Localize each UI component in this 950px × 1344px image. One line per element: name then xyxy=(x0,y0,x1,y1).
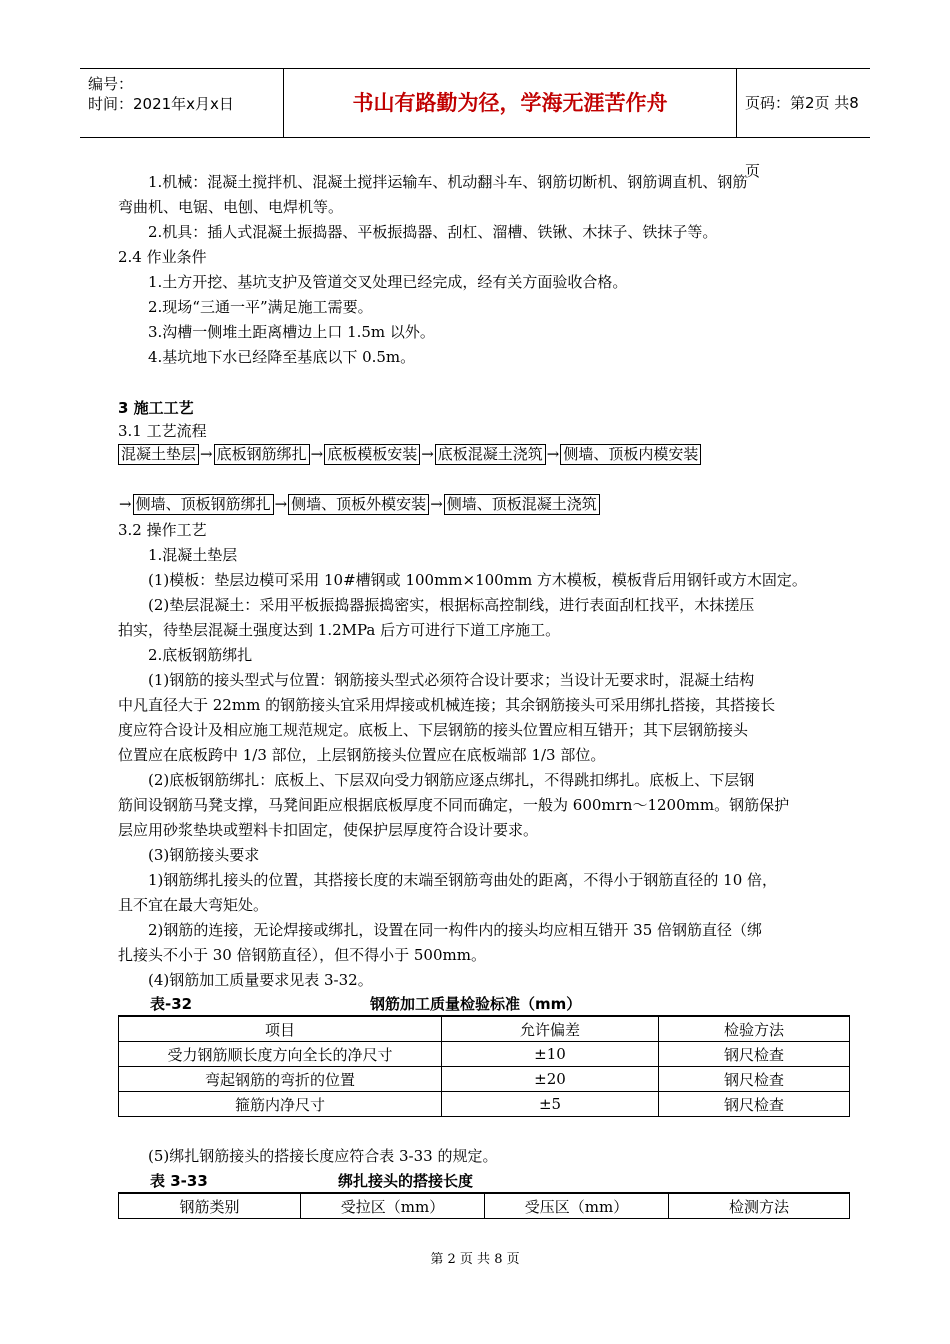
table-cell: 受力钢筋顺长度方向全长的净尺寸 xyxy=(119,1042,442,1067)
chapter-heading: 3 施工工艺 xyxy=(118,399,194,417)
arrow-icon: → xyxy=(546,445,560,463)
paragraph: 且不宜在最大弯矩处。 xyxy=(118,896,269,914)
table-header-row xyxy=(119,1016,850,1042)
flow-step: 混凝土垫层 xyxy=(118,444,199,465)
table-number: 表 3-33 xyxy=(150,1172,208,1190)
number-label: 编号： xyxy=(88,75,134,93)
paragraph: 位置应在底板跨中 1/3 部位，上层钢筋接头位置应在底板端部 1/3 部位。 xyxy=(118,746,606,764)
table-header-cell: 检验方法 xyxy=(659,1016,850,1042)
header-page-label: 页码：第2页 共8页 xyxy=(745,94,859,180)
table-cell: ±20 xyxy=(442,1067,659,1092)
paragraph: 1.混凝土垫层 xyxy=(148,546,238,564)
process-flow-row-2 xyxy=(118,494,600,515)
flow-step: 侧墙、顶板内模安装 xyxy=(560,444,701,465)
table-header-cell: 受拉区（mm） xyxy=(301,1193,485,1219)
arrow-icon: → xyxy=(200,445,213,463)
table-title: 绑扎接头的搭接长度 xyxy=(338,1172,474,1190)
paragraph: 度应符合设计及相应施工规范规定。底板上、下层钢筋的接头位置应相互错开；其下层钢筋接头 xyxy=(118,721,749,739)
paragraph: 筋间设钢筋马凳支撑，马凳间距应根据底板厚度不同而确定，一般为 600mrn～1200mm。钢筋保护 xyxy=(118,796,790,814)
table-lap-length xyxy=(118,1192,850,1219)
table-cell: 钢尺检查 xyxy=(659,1042,850,1067)
table-cell: ±5 xyxy=(442,1092,659,1117)
paragraph: (2)垫层混凝土：采用平板振捣器振捣密实，根据标高控制线，进行表面刮杠找平，木抹搓压 xyxy=(148,596,755,614)
section-heading: 3.1 工艺流程 xyxy=(118,422,207,440)
paragraph: 4.基坑地下水已经降至基底以下 0.5m。 xyxy=(148,348,416,366)
page-header xyxy=(80,68,870,180)
table-cell: 钢尺检查 xyxy=(659,1092,850,1117)
table-cell: 钢尺检查 xyxy=(659,1067,850,1092)
table-header-cell: 受压区（mm） xyxy=(485,1193,669,1219)
table-header-cell: 项目 xyxy=(119,1016,442,1042)
process-flow-row-1 xyxy=(118,444,701,465)
page-footer: 第 2 页 共 8 页 xyxy=(430,1252,520,1267)
paragraph: 2.底板钢筋绑扎 xyxy=(148,646,253,664)
table-header-cell: 允许偏差 xyxy=(442,1016,659,1042)
flow-step: 侧墙、顶板混凝土浇筑 xyxy=(444,494,600,515)
flow-step: 底板钢筋绑扎 xyxy=(214,444,310,465)
table-row xyxy=(119,1067,850,1092)
paragraph: 弯曲机、电锯、电刨、电焊机等。 xyxy=(118,198,344,216)
time-label: 时间：2021年x月x日 xyxy=(88,95,234,113)
paragraph: 2.现场“三通一平”满足施工需要。 xyxy=(148,298,373,316)
paragraph: 1.土方开挖、基坑支护及管道交叉处理已经完成，经有关方面验收合格。 xyxy=(148,273,628,291)
paragraph: (5)绑扎钢筋接头的搭接长度应符合表 3-33 的规定。 xyxy=(148,1147,498,1165)
header-meta xyxy=(80,69,283,137)
paragraph: (4)钢筋加工质量要求见表 3-32。 xyxy=(148,971,373,989)
table-header-cell: 检测方法 xyxy=(669,1193,850,1219)
paragraph: 中凡直径大于 22mm 的钢筋接头宜采用焊接或机械连接；其余钢筋接头可采用绑扎搭接，其搭接长 xyxy=(118,696,776,714)
arrow-icon: → xyxy=(274,495,288,513)
table-row xyxy=(119,1042,850,1067)
table-header-row xyxy=(119,1193,850,1219)
paragraph: 扎接头不小于 30 倍钢筋直径），但不得小于 500mm。 xyxy=(118,946,486,964)
table-header-cell: 钢筋类别 xyxy=(119,1193,301,1219)
table-title: 钢筋加工质量检验标准（mm） xyxy=(370,995,582,1013)
table-number: 表-32 xyxy=(150,995,193,1013)
table-rebar-quality xyxy=(118,1015,850,1117)
paragraph: (2)底板钢筋绑扎：底板上、下层双向受力钢筋应逐点绑扎，不得跳扣绑扎。底板上、下层钢 xyxy=(148,771,755,789)
paragraph: 层应用砂浆垫块或塑料卡扣固定，使保护层厚度符合设计要求。 xyxy=(118,821,539,839)
table-row xyxy=(119,1092,850,1117)
paragraph: (1)模板：垫层边模可采用 10#槽钢或 100mm×100mm 方木模板，模板背后用钢钎或方木固定。 xyxy=(148,571,807,589)
flow-step: 侧墙、顶板钢筋绑扎 xyxy=(133,494,274,515)
flow-step: 底板模板安装 xyxy=(324,444,420,465)
table-cell: ±10 xyxy=(442,1042,659,1067)
paragraph: (1)钢筋的接头型式与位置：钢筋接头型式必须符合设计要求；当设计无要求时，混凝土结构 xyxy=(148,671,755,689)
paragraph: 3.沟槽一侧堆土距离槽边上口 1.5m 以外。 xyxy=(148,323,435,341)
flow-step: 底板混凝土浇筑 xyxy=(435,444,546,465)
paragraph: 拍实，待垫层混凝土强度达到 1.2MPa 后方可进行下道工序施工。 xyxy=(118,621,561,639)
flow-step: 侧墙、顶板外模安装 xyxy=(288,494,429,515)
header-motto: 书山有路勤为径，学海无涯苦作舟 xyxy=(283,69,737,137)
paragraph: 1)钢筋绑扎接头的位置，其搭接长度的末端至钢筋弯曲处的距离，不得小于钢筋直径的 10 倍， xyxy=(148,871,778,889)
arrow-icon: → xyxy=(310,445,324,463)
section-heading: 2.4 作业条件 xyxy=(118,248,207,266)
paragraph: 2.机具：插人式混凝土振捣器、平板振捣器、刮杠、溜槽、铁锹、木抹子、铁抹子等。 xyxy=(148,223,718,241)
paragraph: 2)钢筋的连接，无论焊接或绑扎，设置在同一构件内的接头均应相互错开 35 倍钢筋直径（绑 xyxy=(148,921,763,939)
table-cell: 弯起钢筋的弯折的位置 xyxy=(119,1067,442,1092)
table-cell: 箍筋内净尺寸 xyxy=(119,1092,442,1117)
arrow-icon: → xyxy=(421,445,434,463)
section-heading: 3.2 操作工艺 xyxy=(118,521,207,539)
arrow-icon: → xyxy=(119,495,132,513)
paragraph: (3)钢筋接头要求 xyxy=(148,846,260,864)
arrow-icon: → xyxy=(430,495,443,513)
paragraph: 1.机械：混凝土搅拌机、混凝土搅拌运输车、机动翻斗车、钢筋切断机、钢筋调直机、钢筋 xyxy=(148,173,748,191)
